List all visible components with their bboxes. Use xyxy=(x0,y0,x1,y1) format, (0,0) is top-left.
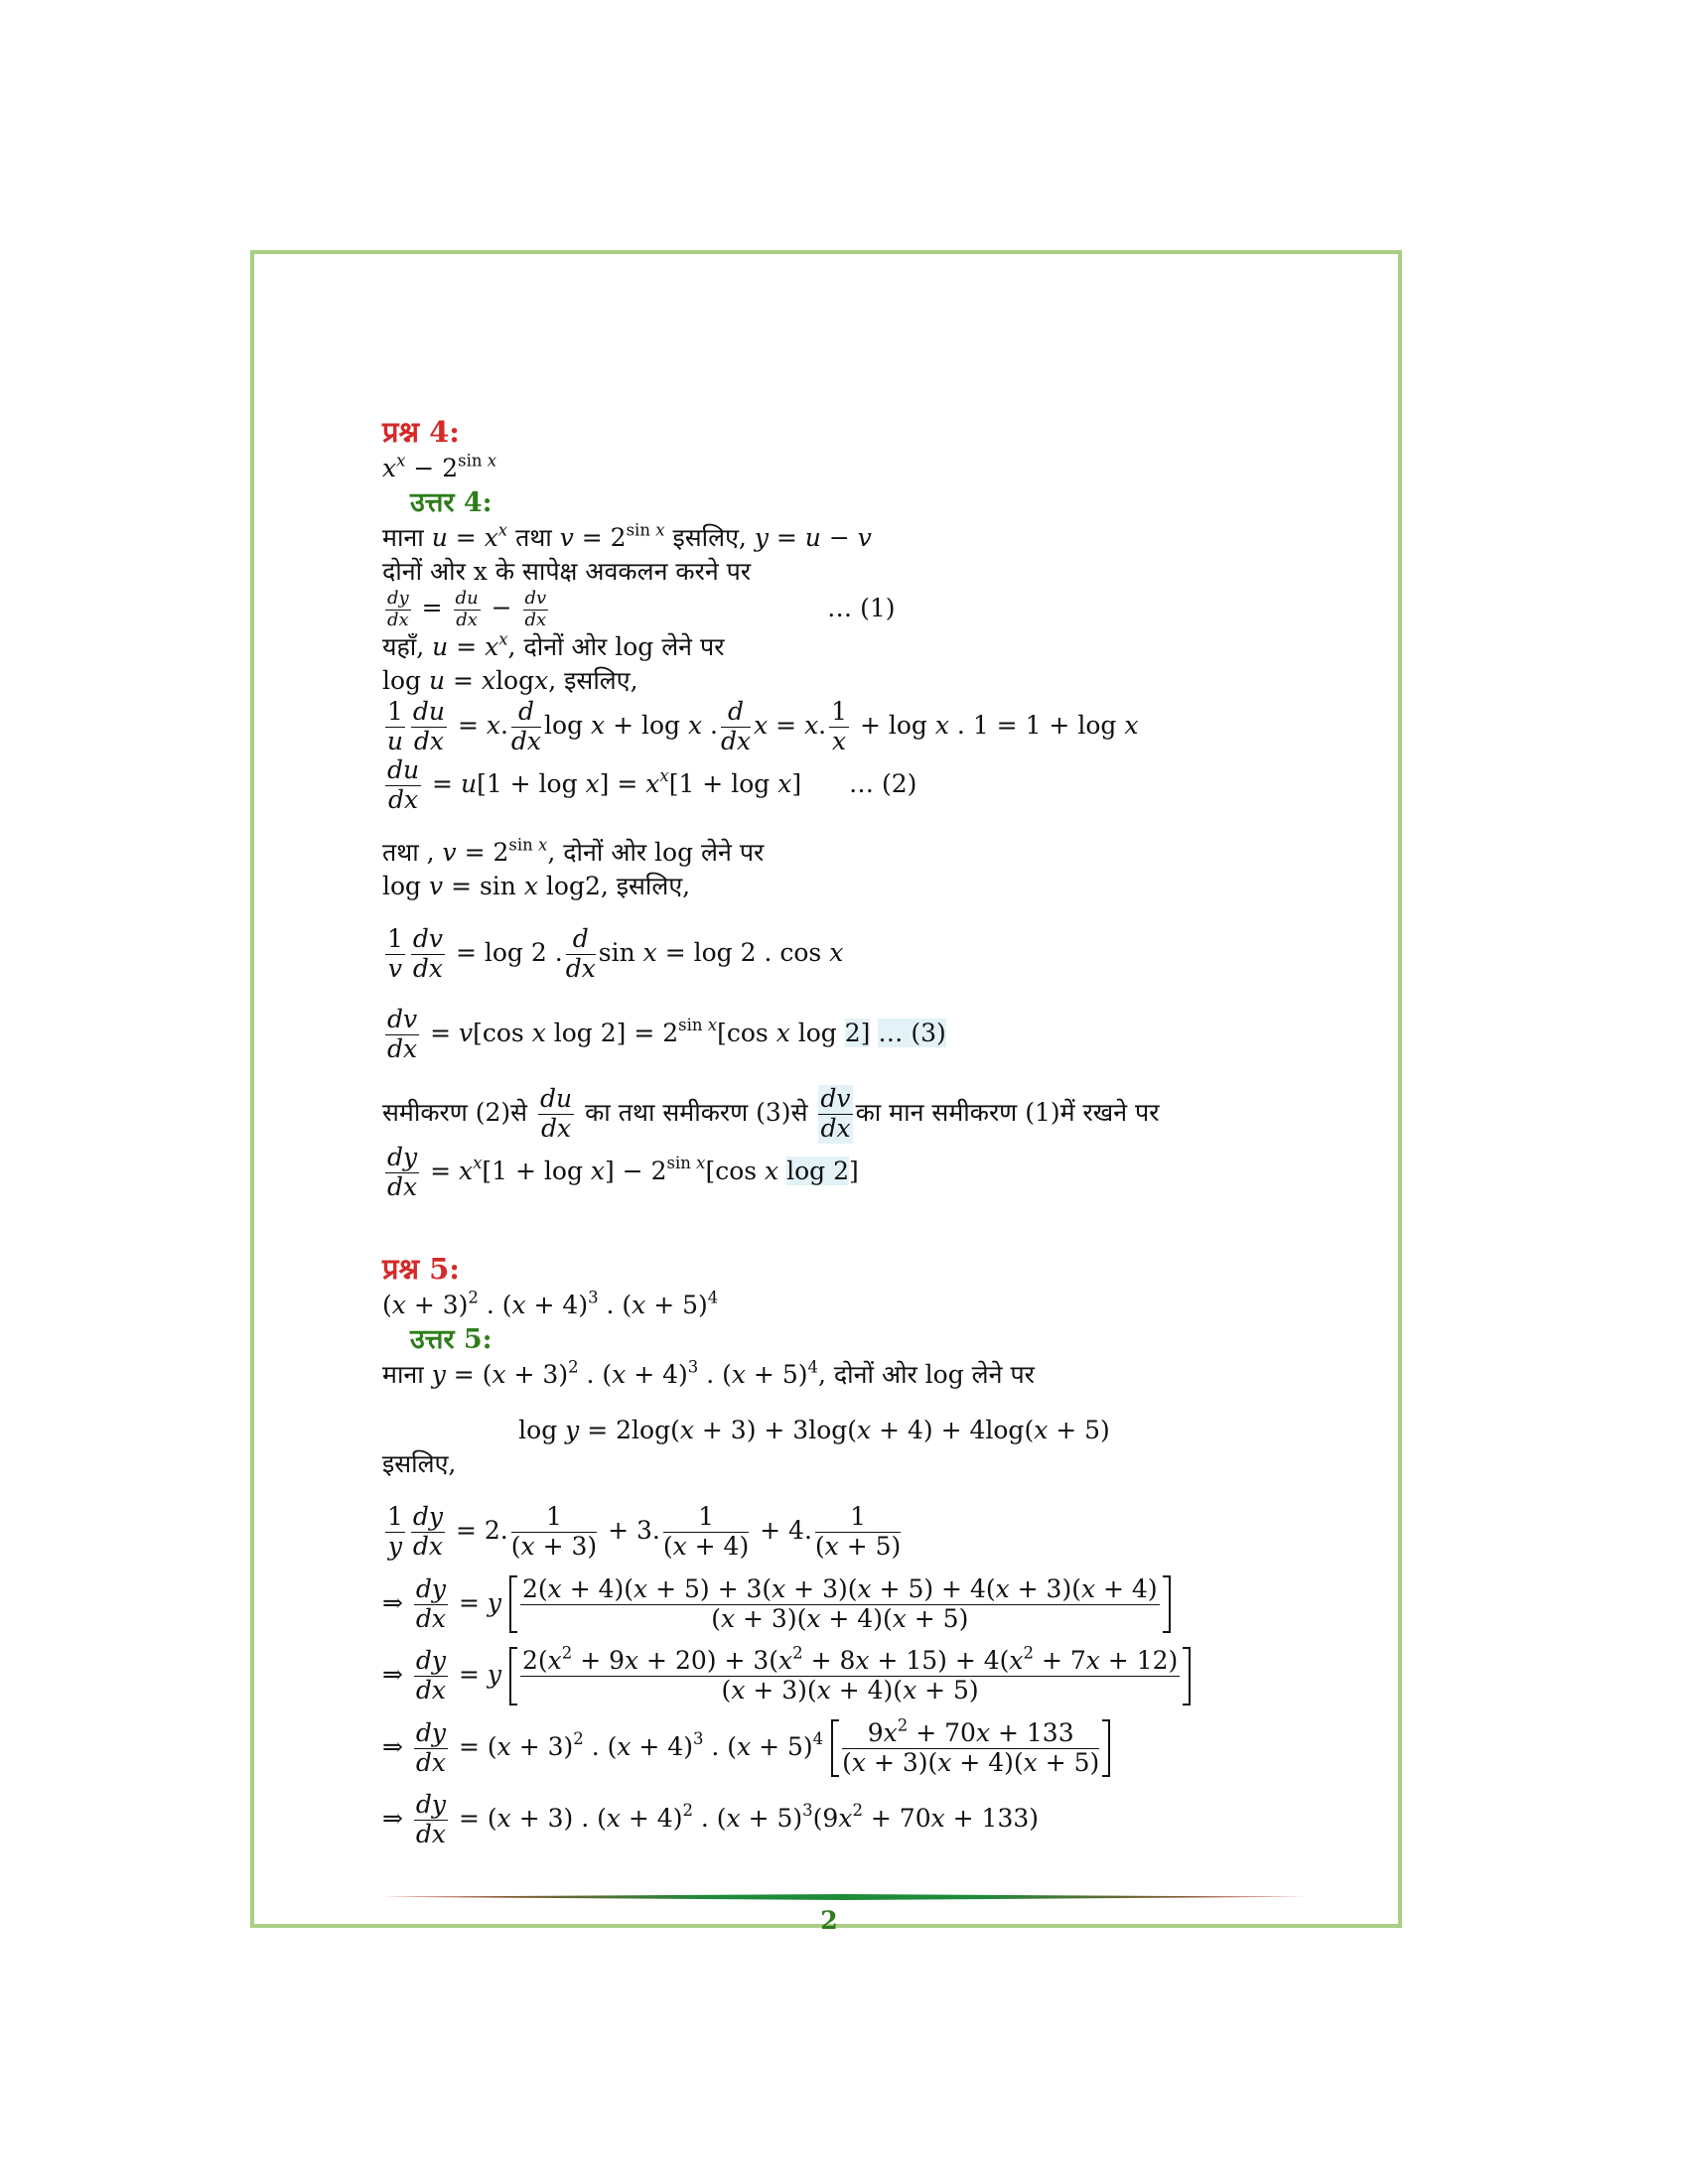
q4-eq-1: $\frac{dy}{dx}$ = $\frac{du}{dx}$ − $\frac{dv}{dx}$ … (1) xyxy=(387,588,896,630)
q5-step-simplify: ⇒ $\frac{dy}{dx}$ = $(x + 3)^2$ . $(x + 4)^3$ . $(x + 5)^4$ $\frac{9x^2 + 70x + 133}{(x + 3)(x + 4)(x + 5)}$ xyxy=(382,1719,1326,1778)
question-4-label: प्रश्न 4: xyxy=(382,415,460,449)
answer-4-label: उत्तर 4: xyxy=(410,487,492,518)
q4-step-v: तथा , $v = 2^{sin x}$, दोनों ओर log लेने पर xyxy=(382,835,765,868)
answer-5-label: उत्तर 5: xyxy=(410,1324,492,1356)
q5-final-result: ⇒ $\frac{dy}{dx}$ = (x + 3) . $(x + 4)^2$ . $(x + 5)^3(9x^2 + 70x + 133)$ xyxy=(382,1790,1040,1849)
q5-step-isliye: इसलिए, xyxy=(382,1449,457,1479)
question-5-label: प्रश्न 5: xyxy=(382,1252,460,1287)
question-5-expression: $(x + 3)^2$ . $(x + 4)^3$ . $(x + 5)^4$ xyxy=(382,1288,719,1320)
q4-step-dv: $\frac{1}{v}$ $\frac{dv}{dx}$ = log 2 . $\frac{d}{dx}$ sin x = log 2 . cos x xyxy=(387,924,844,984)
q4-step-log-u: log u = xlogx, इसलिए, xyxy=(382,666,638,696)
q5-step-expand: ⇒ $\frac{dy}{dx}$ = y $\frac{2(x^2 + 9x + 20) + 3(x^2 + 8x + 15) + 4(x^2 + 7x + 12)}{(x + 3)(x + 4)(x + 5)}$ xyxy=(382,1647,1326,1706)
question-4-expression: $x^x - 2^{sin x}$ xyxy=(382,451,497,482)
q4-eq-2: $\frac{du}{dx}$ = $u[1 + \log x] = x^x[1 + \log x]$ … (2) xyxy=(387,754,917,814)
page-content xyxy=(382,412,1326,1849)
q4-step-log-v: log v = sin x log2, इसलिए, xyxy=(382,872,691,901)
q4-step-let: माना $u = x^x$ तथा $v = 2^{sin x}$ इसलिए, y = u − v xyxy=(382,520,872,552)
q5-step-dy: $\frac{1}{y}$ $\frac{dy}{dx}$ = 2. $\frac{1}{(x + 3)}$ + 3. $\frac{1}{(x + 4)}$ + 4. $\frac{1}{(x + 5)}$ xyxy=(387,1502,902,1562)
q5-step-log-y: log y = 2log(x + 3) + 3log(x + 4) + 4log(x + 5) xyxy=(518,1416,1110,1445)
q4-step-substitute: समीकरण (2)से $\frac{du}{dx}$ का तथा समीकरण (3)से $\frac{dv}{dx}$ का मान समीकरण (1)में रखने पर xyxy=(382,1084,1160,1144)
q5-step-combine: ⇒ $\frac{dy}{dx}$ = y $\frac{2(x + 4)(x + 5) + 3(x + 3)(x + 5) + 4(x + 3)(x + 4)}{(x + 3)(x + 4)(x + 5)}$ xyxy=(382,1575,1326,1634)
page-number: 2 xyxy=(820,1906,838,1935)
q5-step-let: माना $y = (x + 3)^2$ . $(x + 4)^3$ . $(x + 5)^4$, दोनों ओर log लेने पर xyxy=(382,1357,1035,1390)
q4-final-result: $\frac{dy}{dx}$ = $x^x[1 + \log x] - 2^{sin x}[\cos$ x log 2] xyxy=(387,1142,859,1201)
q4-step-du: $\frac{1}{u}$ $\frac{du}{dx}$ = x. $\frac{d}{dx}$ log x + log x . $\frac{d}{dx}$ x = x. $\frac{1}{x}$ + log x . 1 = 1 + log x xyxy=(386,697,1139,756)
q4-step-differentiate: दोनों ओर x के सापेक्ष अवकलन करने पर xyxy=(382,557,752,586)
q4-step-yahan: यहाँ, $u = x^x$, दोनों ओर log लेने पर xyxy=(382,629,725,662)
q4-eq-3: $\frac{dv}{dx}$ = v[cos x $\log 2] = 2^{sin x}[\cos$ x log 2] … (3) xyxy=(387,1004,946,1063)
